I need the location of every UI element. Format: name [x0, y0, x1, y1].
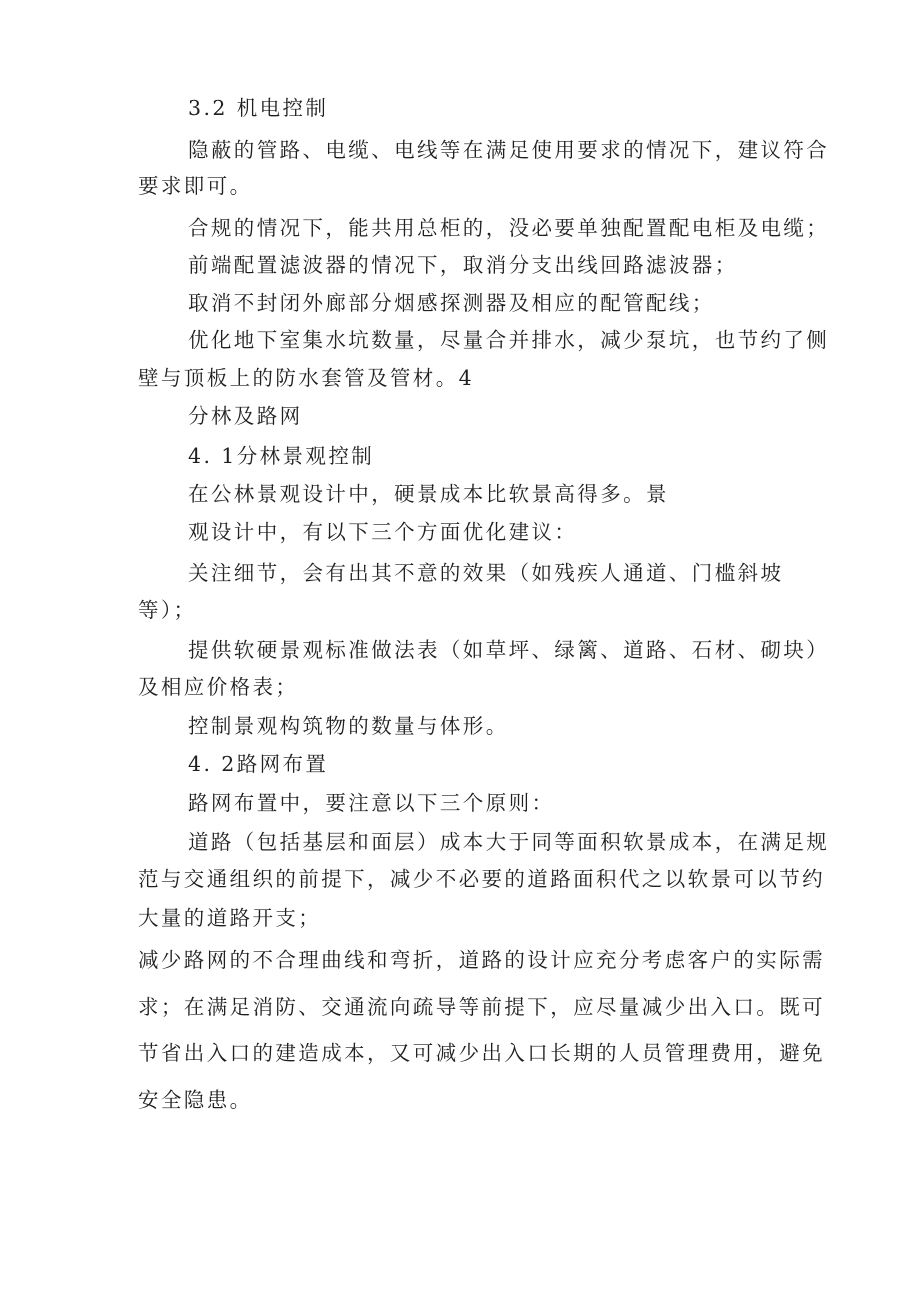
paragraph-line: 取消不封闭外廊部分烟感探测器及相应的配管配线； [188, 291, 715, 315]
paragraph-line: 道路（包括基层和面层）成本大于同等面积软景成本，在满足规 [188, 830, 830, 854]
section-heading-4-2: 4. 2路网布置 [188, 752, 329, 776]
paragraph-line: 控制景观构筑物的数量与体形。 [188, 714, 509, 738]
paragraph-line: 提供软硬景观标准做法表（如草坪、绿篱、道路、石材、砌块） [188, 638, 830, 662]
paragraph-line: 隐蔽的管路、电缆、电线等在满足使用要求的情况下，建议符合 [188, 138, 830, 162]
section-heading-4: 分林及路网 [188, 404, 303, 428]
paragraph-line: 要求即可。 [138, 174, 253, 198]
paragraph-line: 求；在满足消防、交通流向疏导等前提下，应尽量减少出入口。既可 [138, 995, 825, 1019]
section-heading-4-1: 4. 1分林景观控制 [188, 444, 375, 468]
paragraph-line: 在公林景观设计中，硬景成本比软景高得多。景 [188, 482, 669, 506]
paragraph-line: 减少路网的不合理曲线和弯折，道路的设计应充分考虑客户的实际需 [138, 948, 825, 972]
paragraph-line: 路网布置中，要注意以下三个原则： [188, 791, 555, 815]
paragraph-line: 等）； [138, 598, 197, 622]
paragraph-line: 节省出入口的建造成本，又可减少出入口长期的人员管理费用，避免 [138, 1041, 825, 1065]
paragraph-line: 范与交通组织的前提下，减少不必要的道路面积代之以软景可以节约 [138, 867, 825, 891]
paragraph-line: 观设计中，有以下三个方面优化建议： [188, 520, 578, 544]
paragraph-line: 优化地下室集水坑数量，尽量合并排水，减少泵坑，也节约了侧 [188, 328, 830, 352]
paragraph-line: 安全隐患。 [138, 1088, 253, 1112]
paragraph-line: 大量的道路开支； [138, 906, 322, 930]
paragraph-line: 及相应价格表； [138, 675, 299, 699]
paragraph-line: 壁与顶板上的防水套管及管材。4 [138, 366, 475, 390]
paragraph-line: 合规的情况下，能共用总柜的，没必要单独配置配电柜及电缆； [188, 216, 830, 240]
paragraph-line: 关注细节，会有出其不意的效果（如残疾人通道、门槛斜坡 [188, 561, 784, 585]
section-heading-3-2: 3.2 机电控制 [188, 96, 329, 120]
paragraph-line: 前端配置滤波器的情况下，取消分支出线回路滤波器； [188, 253, 738, 277]
